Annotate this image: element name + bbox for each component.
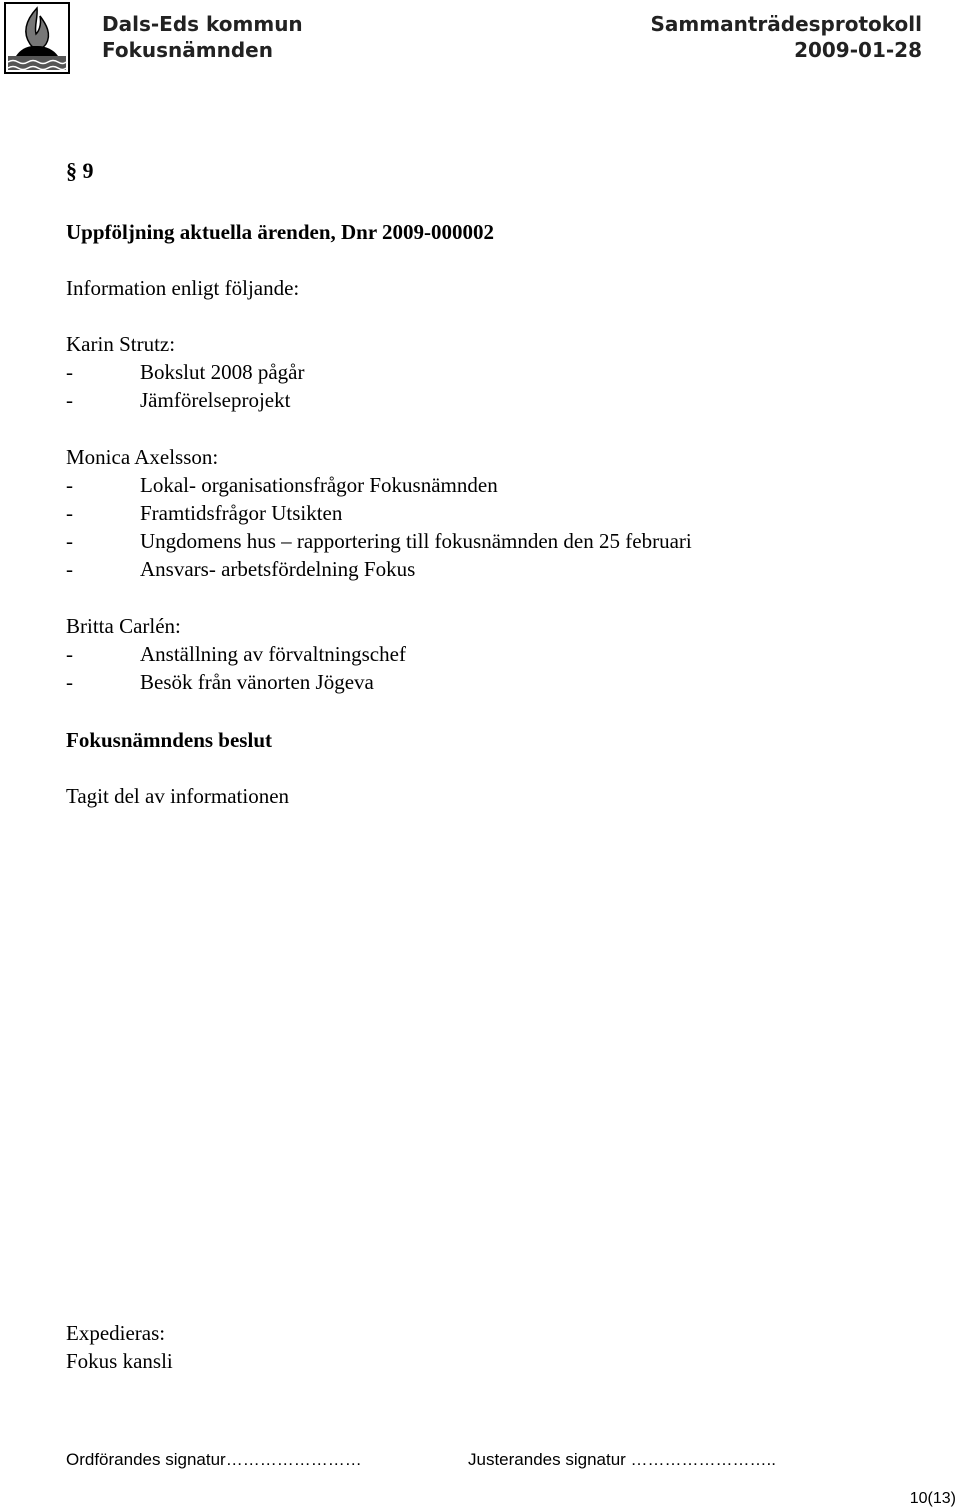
adjuster-signature-line: Justerandes signatur …………………….. [468, 1450, 776, 1469]
list-item [66, 358, 304, 386]
committee-name: Fokusnämnden [102, 38, 273, 62]
list-item-text: Jämförelseprojekt [140, 388, 291, 412]
list-item [66, 668, 374, 696]
dispatch-recipient: Fokus kansli [66, 1349, 173, 1373]
speaker-name: Monica Axelsson: [66, 445, 219, 469]
list-item [66, 471, 498, 499]
decision-heading: Fokusnämndens beslut [66, 728, 272, 752]
list-item [66, 527, 692, 555]
list-item-text: Ansvars- arbetsfördelning Fokus [140, 557, 416, 581]
list-item [66, 499, 342, 527]
list-item [66, 386, 290, 414]
section-number: § 9 [66, 158, 94, 183]
speaker-name: Karin Strutz: [66, 332, 176, 356]
list-bullet: - [66, 529, 73, 553]
list-bullet: - [66, 501, 73, 525]
list-item-text: Lokal- organisationsfrågor Fokusnämnden [140, 473, 498, 497]
list-item-text: Besök från vänorten Jögeva [140, 670, 374, 694]
list-bullet: - [66, 388, 73, 412]
section-title: Uppföljning aktuella ärenden, Dnr 2009-000002 [66, 220, 495, 244]
dispatch-label: Expedieras: [66, 1321, 166, 1345]
meeting-date: 2009-01-28 [794, 38, 922, 62]
list-bullet: - [66, 360, 73, 384]
intro-text: Information enligt följande: [66, 276, 300, 300]
document-type: Sammanträdesprotokoll [650, 12, 922, 36]
chair-signature-line: Ordförandes signatur…………………… [66, 1450, 362, 1469]
list-item [66, 555, 415, 583]
list-item [66, 640, 406, 668]
list-bullet: - [66, 670, 73, 694]
speaker-name: Britta Carlén: [66, 614, 181, 638]
list-item-text: Framtidsfrågor Utsikten [140, 501, 343, 525]
municipality-name: Dals-Eds kommun [102, 12, 303, 36]
list-item-text: Anställning av förvaltningschef [140, 642, 406, 666]
page-number: 10(13) [909, 1490, 956, 1507]
decision-text: Tagit del av informationen [66, 784, 290, 808]
list-bullet: - [66, 473, 73, 497]
list-bullet: - [66, 642, 73, 666]
list-bullet: - [66, 557, 73, 581]
municipality-logo [4, 2, 70, 74]
list-item-text: Ungdomens hus – rapportering till fokusnämnden den 25 februari [140, 529, 692, 553]
list-item-text: Bokslut 2008 pågår [140, 360, 305, 384]
